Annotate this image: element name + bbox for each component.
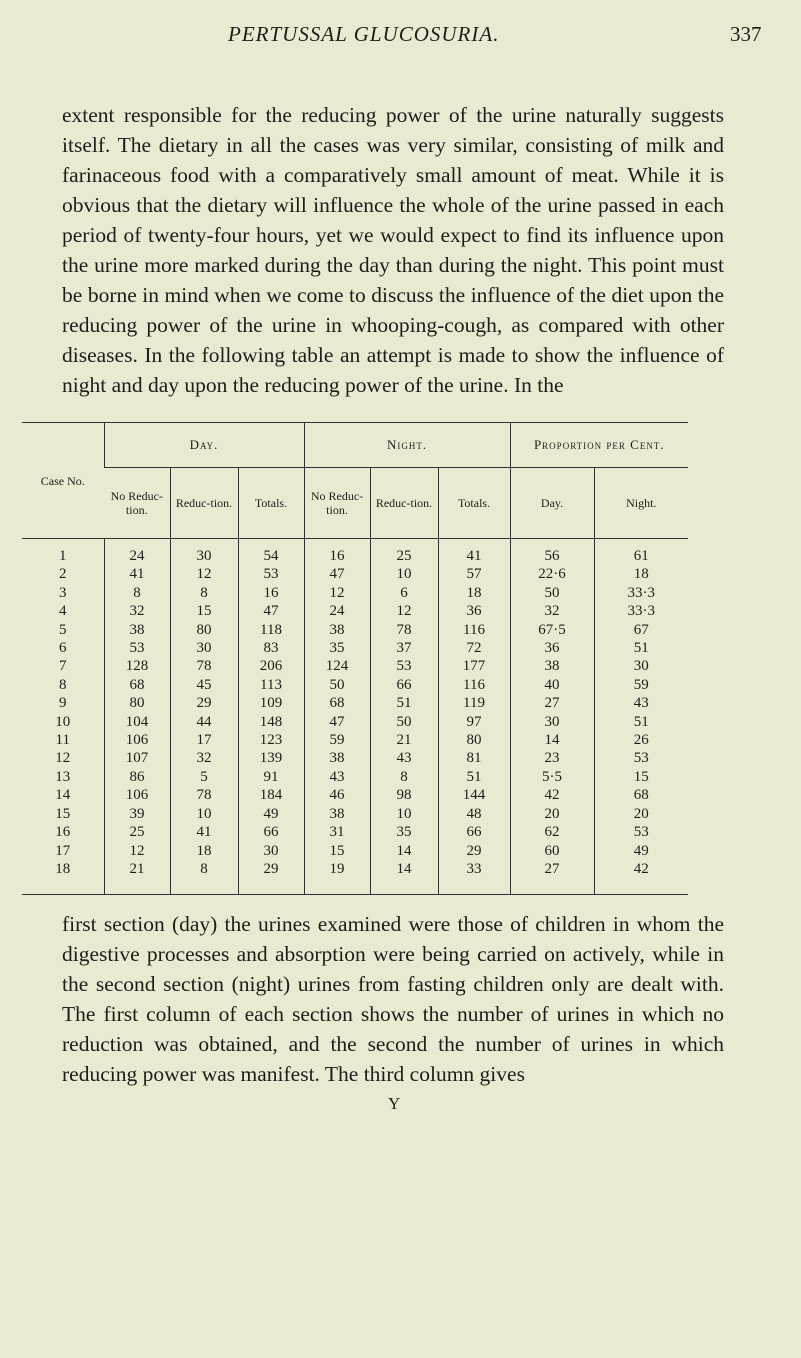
night-no-reduction-cell: 16 — [304, 539, 370, 566]
night-totals-header: Totals. — [438, 468, 510, 539]
paragraph-after-table — [62, 909, 724, 1089]
day-reduction-cell: 32 — [170, 749, 238, 767]
proportion-day-cell: 56 — [510, 539, 594, 566]
subheader-row — [22, 468, 688, 539]
table-row — [22, 657, 688, 675]
day-totals-cell: 30 — [238, 842, 304, 860]
day-no-reduction-cell: 21 — [104, 860, 170, 895]
night-totals-cell: 66 — [438, 823, 510, 841]
night-reduction-cell: 51 — [370, 694, 438, 712]
running-head — [0, 22, 801, 56]
case-number-cell: 14 — [55, 787, 71, 804]
proportion-night-cell: 49 — [594, 842, 688, 860]
day-totals-cell: 47 — [238, 602, 304, 620]
night-no-reduction-header: No Reduc-tion. — [304, 468, 370, 539]
proportion-group-header: Proportion per Cent. — [510, 423, 688, 468]
table-row — [22, 694, 688, 712]
proportion-day-cell: 27 — [510, 694, 594, 712]
proportion-day-cell: 14 — [510, 731, 594, 749]
night-no-reduction-cell: 46 — [304, 786, 370, 804]
day-no-reduction-cell: 106 — [104, 731, 170, 749]
running-title: PERTUSSAL GLUCOSURIA. — [228, 22, 500, 46]
day-reduction-cell: 10 — [170, 805, 238, 823]
night-totals-cell: 81 — [438, 749, 510, 767]
proportion-night-cell: 43 — [594, 694, 688, 712]
night-totals-cell: 51 — [438, 768, 510, 786]
case-number-cell: 17 — [55, 842, 71, 859]
proportion-day-cell: 23 — [510, 749, 594, 767]
night-no-reduction-cell: 35 — [304, 639, 370, 657]
signature-mark: Y — [388, 1094, 401, 1114]
table-row — [22, 602, 688, 620]
day-reduction-cell: 8 — [170, 860, 238, 895]
day-totals-cell: 109 — [238, 694, 304, 712]
data-table — [22, 422, 688, 895]
night-reduction-cell: 37 — [370, 639, 438, 657]
day-no-reduction-cell: 68 — [104, 676, 170, 694]
night-reduction-cell: 6 — [370, 584, 438, 602]
night-totals-cell: 41 — [438, 539, 510, 566]
day-reduction-cell: 17 — [170, 731, 238, 749]
case-number-cell: 8 — [59, 676, 67, 693]
night-no-reduction-cell: 43 — [304, 768, 370, 786]
table-row — [22, 860, 688, 895]
day-group-header: Day. — [104, 423, 304, 468]
night-reduction-cell: 50 — [370, 713, 438, 731]
day-totals-cell: 91 — [238, 768, 304, 786]
night-no-reduction-cell: 47 — [304, 713, 370, 731]
day-totals-cell: 206 — [238, 657, 304, 675]
day-no-reduction-cell: 86 — [104, 768, 170, 786]
proportion-night-cell: 59 — [594, 676, 688, 694]
day-totals-header: Totals. — [238, 468, 304, 539]
table-row — [22, 621, 688, 639]
proportion-day-cell: 30 — [510, 713, 594, 731]
table-row — [22, 713, 688, 731]
day-no-reduction-cell: 32 — [104, 602, 170, 620]
night-totals-cell: 116 — [438, 621, 510, 639]
table-row — [22, 639, 688, 657]
proportion-day-cell: 20 — [510, 805, 594, 823]
night-reduction-cell: 35 — [370, 823, 438, 841]
proportion-night-cell: 20 — [594, 805, 688, 823]
proportion-night-cell: 33·3 — [594, 602, 688, 620]
night-no-reduction-cell: 124 — [304, 657, 370, 675]
day-reduction-cell: 29 — [170, 694, 238, 712]
day-reduction-cell: 78 — [170, 786, 238, 804]
proportion-night-cell: 67 — [594, 621, 688, 639]
case-number-cell: 3 — [59, 584, 67, 601]
night-totals-cell: 80 — [438, 731, 510, 749]
day-totals-cell: 148 — [238, 713, 304, 731]
day-totals-cell: 113 — [238, 676, 304, 694]
proportion-day-cell: 60 — [510, 842, 594, 860]
case-number-cell: 10 — [55, 713, 71, 730]
night-reduction-cell: 10 — [370, 805, 438, 823]
day-no-reduction-cell: 53 — [104, 639, 170, 657]
night-totals-cell: 97 — [438, 713, 510, 731]
proportion-night-header: Night. — [594, 468, 688, 539]
table-container — [22, 422, 688, 895]
night-no-reduction-cell: 38 — [304, 749, 370, 767]
night-totals-cell: 144 — [438, 786, 510, 804]
case-number-cell: 4 — [59, 603, 67, 620]
day-reduction-cell: 80 — [170, 621, 238, 639]
day-no-reduction-cell: 38 — [104, 621, 170, 639]
day-totals-cell: 184 — [238, 786, 304, 804]
proportion-night-cell: 53 — [594, 749, 688, 767]
day-totals-cell: 16 — [238, 584, 304, 602]
day-reduction-cell: 15 — [170, 602, 238, 620]
proportion-day-cell: 38 — [510, 657, 594, 675]
night-totals-cell: 33 — [438, 860, 510, 895]
night-totals-cell: 116 — [438, 676, 510, 694]
day-no-reduction-cell: 104 — [104, 713, 170, 731]
day-no-reduction-cell: 12 — [104, 842, 170, 860]
proportion-day-cell: 50 — [510, 584, 594, 602]
day-no-reduction-cell: 107 — [104, 749, 170, 767]
day-reduction-cell: 18 — [170, 842, 238, 860]
proportion-day-cell: 36 — [510, 639, 594, 657]
night-reduction-cell: 8 — [370, 768, 438, 786]
day-reduction-cell: 12 — [170, 565, 238, 583]
night-reduction-cell: 12 — [370, 602, 438, 620]
night-no-reduction-cell: 24 — [304, 602, 370, 620]
proportion-day-cell: 62 — [510, 823, 594, 841]
night-no-reduction-cell: 31 — [304, 823, 370, 841]
proportion-night-cell: 42 — [594, 860, 688, 895]
proportion-day-cell: 40 — [510, 676, 594, 694]
table-row — [22, 565, 688, 583]
day-no-reduction-cell: 25 — [104, 823, 170, 841]
proportion-night-cell: 68 — [594, 786, 688, 804]
case-number-cell: 2 — [59, 566, 67, 583]
table-row — [22, 539, 688, 566]
case-no-header: Case No. — [22, 423, 104, 539]
table-row — [22, 786, 688, 804]
day-totals-cell: 83 — [238, 639, 304, 657]
case-number-cell: 11 — [55, 732, 70, 749]
case-number-cell: 6 — [59, 640, 67, 657]
day-totals-cell: 53 — [238, 565, 304, 583]
case-number-cell: 9 — [59, 695, 67, 712]
night-no-reduction-cell: 15 — [304, 842, 370, 860]
day-no-reduction-cell: 106 — [104, 786, 170, 804]
day-totals-cell: 139 — [238, 749, 304, 767]
night-no-reduction-cell: 38 — [304, 621, 370, 639]
night-no-reduction-cell: 19 — [304, 860, 370, 895]
table-row — [22, 805, 688, 823]
night-totals-cell: 57 — [438, 565, 510, 583]
night-no-reduction-cell: 47 — [304, 565, 370, 583]
proportion-night-cell: 18 — [594, 565, 688, 583]
night-reduction-cell: 25 — [370, 539, 438, 566]
table-row — [22, 842, 688, 860]
paragraph-before-table — [62, 100, 724, 400]
night-no-reduction-cell: 38 — [304, 805, 370, 823]
night-reduction-header: Reduc-tion. — [370, 468, 438, 539]
night-reduction-cell: 10 — [370, 565, 438, 583]
proportion-night-cell: 61 — [594, 539, 688, 566]
day-reduction-cell: 8 — [170, 584, 238, 602]
case-number-cell: 13 — [55, 768, 71, 785]
night-totals-cell: 72 — [438, 639, 510, 657]
night-no-reduction-cell: 50 — [304, 676, 370, 694]
body-text: extent responsible for the reducing power of the urine naturally suggests itself. The dietary in all the cases was very similar, consisting of milk and farinaceous food with a comparatively small amount of meat. While it is obvious that the dietary will influence the whole of the urine passed in each period of twenty-four hours, yet we would expect to find its influence upon the urine more marked during the day than during the night. This point must be borne in mind when we come to discuss the influence of the diet upon the reducing power of the urine in whooping-cough, as compared with other diseases. In the following table an attempt is made to show the influence of night and day upon the reducing power of the urine. In the — [62, 103, 724, 397]
night-group-header: Night. — [304, 423, 510, 468]
night-no-reduction-cell: 68 — [304, 694, 370, 712]
day-reduction-cell: 41 — [170, 823, 238, 841]
table-row — [22, 676, 688, 694]
case-number-cell: 18 — [22, 860, 104, 895]
case-number-cell: 7 — [59, 658, 67, 675]
day-totals-cell: 118 — [238, 621, 304, 639]
table-row — [22, 768, 688, 786]
night-totals-cell: 177 — [438, 657, 510, 675]
table-row — [22, 823, 688, 841]
day-totals-cell: 66 — [238, 823, 304, 841]
night-no-reduction-cell: 59 — [304, 731, 370, 749]
proportion-day-cell: 22·6 — [510, 565, 594, 583]
night-reduction-cell: 43 — [370, 749, 438, 767]
day-no-reduction-cell: 41 — [104, 565, 170, 583]
night-totals-cell: 18 — [438, 584, 510, 602]
night-totals-cell: 48 — [438, 805, 510, 823]
proportion-night-cell: 53 — [594, 823, 688, 841]
case-number-cell: 15 — [55, 805, 71, 822]
page-number: 337 — [730, 22, 762, 46]
day-totals-cell: 54 — [238, 539, 304, 566]
day-reduction-cell: 78 — [170, 657, 238, 675]
night-totals-cell: 29 — [438, 842, 510, 860]
night-totals-cell: 36 — [438, 602, 510, 620]
day-no-reduction-cell: 128 — [104, 657, 170, 675]
day-reduction-cell: 30 — [170, 539, 238, 566]
proportion-day-cell: 5·5 — [510, 768, 594, 786]
day-reduction-cell: 30 — [170, 639, 238, 657]
day-no-reduction-cell: 39 — [104, 805, 170, 823]
night-totals-cell: 119 — [438, 694, 510, 712]
table-row — [22, 731, 688, 749]
night-reduction-cell: 98 — [370, 786, 438, 804]
table-row — [22, 584, 688, 602]
table-row — [22, 749, 688, 767]
day-reduction-header: Reduc-tion. — [170, 468, 238, 539]
day-totals-cell: 49 — [238, 805, 304, 823]
proportion-night-cell: 30 — [594, 657, 688, 675]
night-reduction-cell: 14 — [370, 860, 438, 895]
night-reduction-cell: 66 — [370, 676, 438, 694]
day-totals-cell: 29 — [238, 860, 304, 895]
night-reduction-cell: 53 — [370, 657, 438, 675]
night-reduction-cell: 14 — [370, 842, 438, 860]
proportion-night-cell: 51 — [594, 639, 688, 657]
day-no-reduction-header: No Reduc-tion. — [104, 468, 170, 539]
proportion-day-cell: 27 — [510, 860, 594, 895]
body-text: first section (day) the urines examined were those of children in whom the digestive processes and absorption were being carried on actively, while in the second section (night) urines from fasting children only are dealt with. The first column of each section shows the number of urines in which no reduction was obtained, and the second the number of urines in which reducing power was manifest. The third column gives — [62, 912, 724, 1087]
proportion-night-cell: 33·3 — [594, 584, 688, 602]
day-no-reduction-cell: 24 — [104, 539, 170, 566]
proportion-day-cell: 67·5 — [510, 621, 594, 639]
proportion-night-cell: 26 — [594, 731, 688, 749]
day-totals-cell: 123 — [238, 731, 304, 749]
night-reduction-cell: 21 — [370, 731, 438, 749]
night-reduction-cell: 78 — [370, 621, 438, 639]
day-reduction-cell: 5 — [170, 768, 238, 786]
case-number-cell: 5 — [59, 621, 67, 638]
day-no-reduction-cell: 80 — [104, 694, 170, 712]
proportion-night-cell: 15 — [594, 768, 688, 786]
case-number-cell: 16 — [55, 824, 71, 841]
table-body — [22, 539, 688, 895]
proportion-night-cell: 51 — [594, 713, 688, 731]
proportion-day-cell: 42 — [510, 786, 594, 804]
proportion-day-cell: 32 — [510, 602, 594, 620]
case-number-cell: 12 — [55, 750, 71, 767]
day-reduction-cell: 45 — [170, 676, 238, 694]
proportion-day-header: Day. — [510, 468, 594, 539]
day-reduction-cell: 44 — [170, 713, 238, 731]
day-no-reduction-cell: 8 — [104, 584, 170, 602]
night-no-reduction-cell: 12 — [304, 584, 370, 602]
case-number-cell: 1 — [59, 548, 67, 564]
